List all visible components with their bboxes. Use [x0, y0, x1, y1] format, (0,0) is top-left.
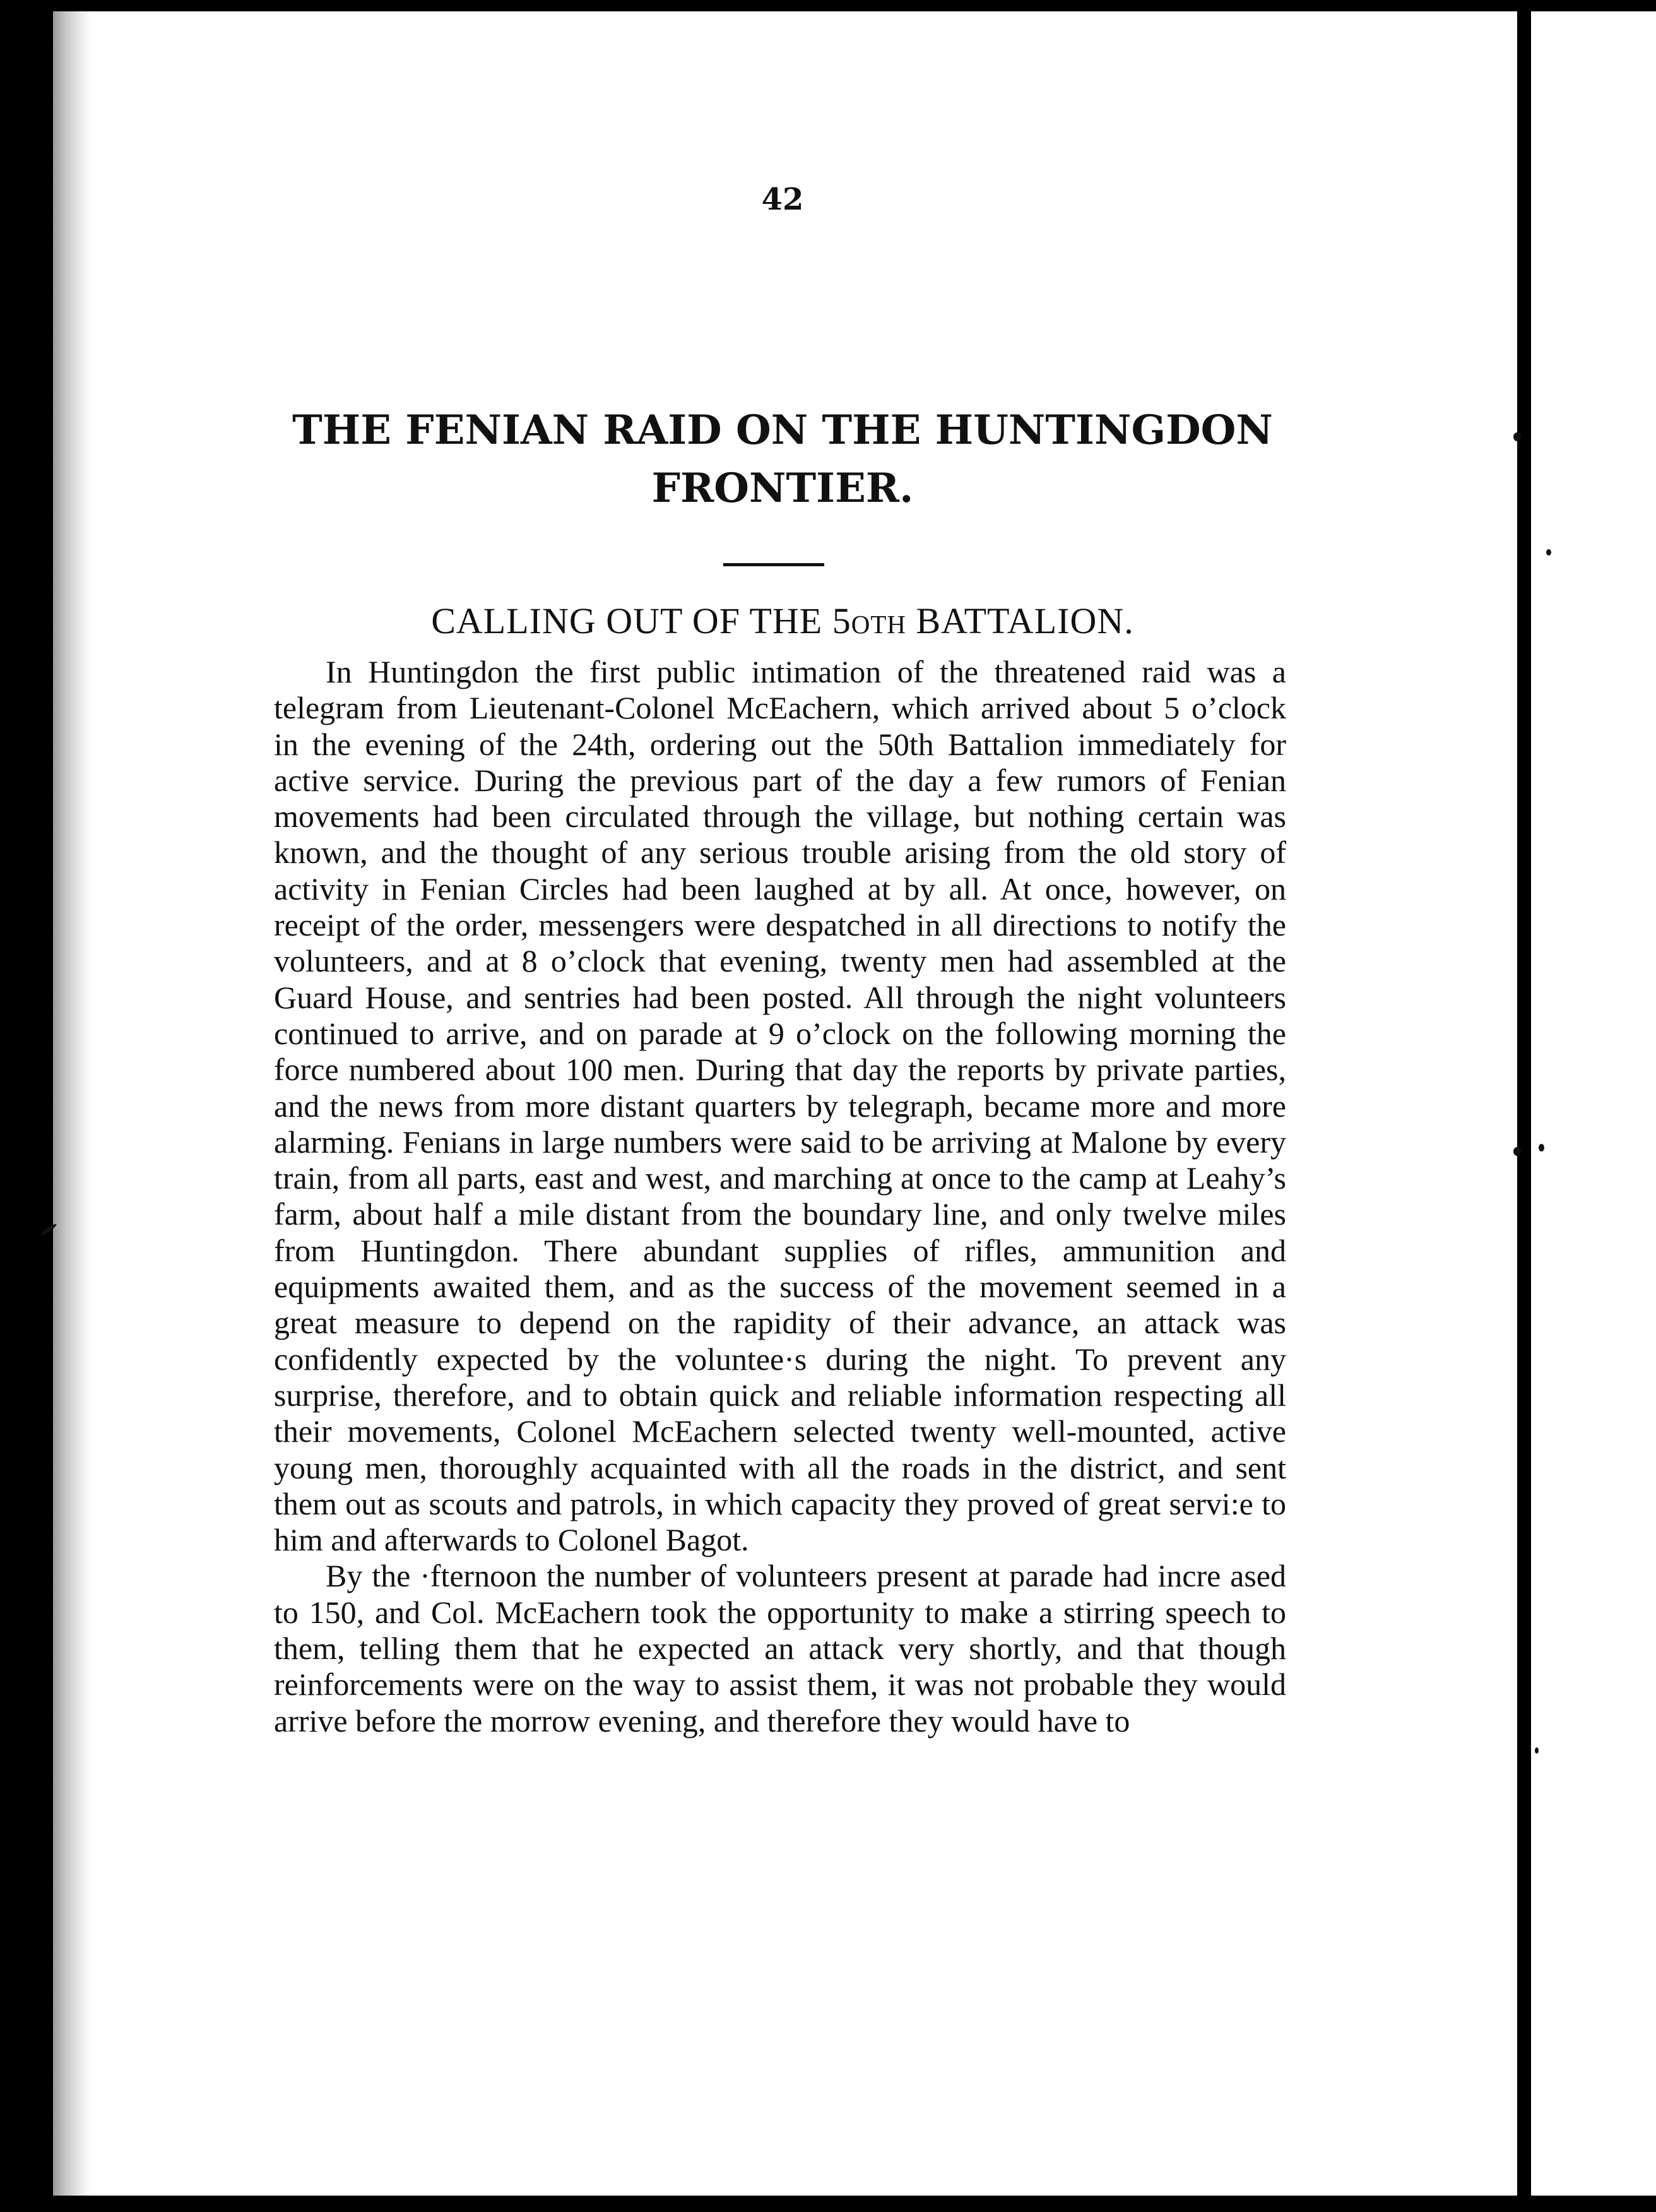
- section-heading-suffix: BATTALION.: [906, 600, 1134, 641]
- page-number: 42: [761, 182, 804, 217]
- title-divider-rule: [723, 563, 824, 566]
- section-heading-prefix: CALLING OUT OF THE 5: [431, 600, 851, 641]
- chapter-title: [252, 401, 1313, 518]
- scan-left-edge: [0, 0, 53, 2212]
- chapter-title-line-2: FRONTIER.: [651, 465, 914, 512]
- section-heading-ordinal: oth: [851, 600, 906, 641]
- body-text: [274, 654, 1286, 1739]
- paragraph-2: By the ·fternoon the number of volunteers present at parade had incre ased to 150, and Col. McEachern took the opportunity to make a stirring speech to them, telling them that he expected an attack very shortly, and that though reinforcements were on the way to assist them, it was not probable they would arrive before the morrow evening, and therefore they would have to: [274, 1558, 1286, 1739]
- section-heading: [252, 598, 1313, 644]
- chapter-title-line-1: THE FENIAN RAID ON THE HUNTINGDON: [292, 407, 1273, 454]
- scan-speck: [1535, 1747, 1539, 1754]
- page-gutter-shadow: [53, 11, 91, 2196]
- paragraph-1: In Huntingdon the first public intimation of the threatened raid was a telegram from Lieutenant-Colonel McEachern, which arrived about 5 o’clock in the evening of the 24th, ordering out the 50th Battalion immediately for active service. During the previous part of the day a few rumors of Fenian movements had been circulated through the village, but nothing certain was known, and the thought of any serious trouble arising from the old story of activity in Fenian Circles had been laughed at by all. At once, however, on receipt of the order, messengers were despatched in all directions to notify the volunteers, and at 8 o’clock that evening, twenty men had assembled at the Guard House, and sentries had been posted. All through the night volunteers continued to arrive, and on parade at 9 o’clock on the following morning the force numbered about 100 men. During that day the reports by private parties, and the news from more distant quarters by telegraph, became more and more alarming. Fenians in large numbers were said to be arriving at Malone by every train, from all parts, east and west, and marching at once to the camp at Leahy’s farm, about half a mile distant from the boundary line, and only twelve miles from Huntingdon. There abundant supplies of rifles, ammunition and equipments awaited them, and as the success of the movement seemed in a great measure to depend on the rapidity of their advance, an attack was confidently expected by the voluntee·s during the night. To prevent any surprise, therefore, and to obtain quick and reliable information respecting all their movements, Colonel McEachern selected twenty well-mounted, active young men, thoroughly acquainted with all the roads in the district, and sent them out as scouts and patrols, in which capacity they proved of great servi:e to him and afterwards to Colonel Bagot.: [274, 654, 1286, 1558]
- scan-speck: [1513, 1147, 1521, 1156]
- scan-bottom-edge: [0, 2196, 1656, 2212]
- adjacent-page-margin: [1531, 11, 1656, 2196]
- scan-speck: [1539, 1144, 1544, 1151]
- scan-speck: [1513, 432, 1521, 441]
- page-fold-edge: [1517, 0, 1531, 2212]
- scan-speck: [1546, 549, 1551, 556]
